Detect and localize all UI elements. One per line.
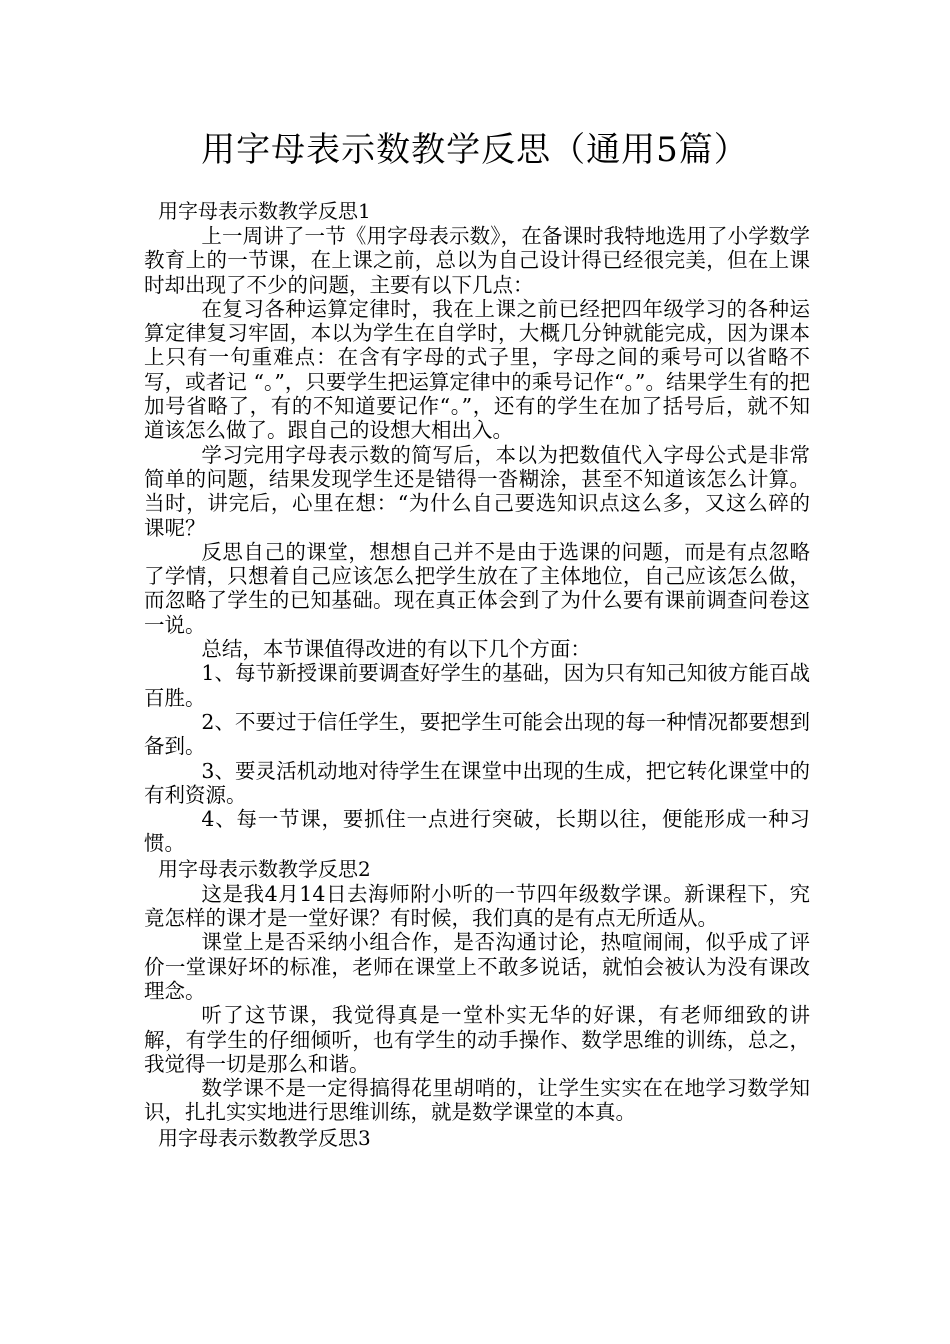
paragraph: 听了这节课，我觉得真是一堂朴实无华的好课，有老师细致的讲解，有学生的仔细倾听，也有学生的动手操作、数学思维的训练，总之，我觉得一切是那么和谐。: [144, 1003, 810, 1076]
list-item: 1、每节新授课前要调查好学生的基础，因为只有知己知彼方能百战百胜。: [144, 661, 810, 710]
paragraph: 课堂上是否采纳小组合作，是否沟通讨论，热喧闹闹，似乎成了评价一堂课好坏的标准，老师在课堂上不敢多说话，就怕会被认为没有课改理念。: [144, 930, 810, 1003]
section-heading: 用字母表示数教学反思1: [158, 199, 371, 223]
paragraph: 数学课不是一定得搞得花里胡哨的，让学生实实在在地学习数学知识，扎扎实实地进行思维训练，就是数学课堂的本真。: [144, 1076, 810, 1125]
paragraph: 总结，本节课值得改进的有以下几个方面：: [201, 637, 591, 662]
section-heading: 用字母表示数教学反思3: [158, 1125, 371, 1150]
list-item: 2、不要过于信任学生，要把学生可能会出现的每一种情况都要想到备到。: [144, 709, 810, 759]
document-title: 用字母表示数教学反思（通用5篇）: [201, 130, 749, 170]
paragraph: 上一周讲了一节《用字母表示数》，在备课时我特地选用了小学数学教育上的一节课，在上课之前，总以为自己设计得已经很完美，但在上课时却出现了不少的问题，主要有以下几点：: [144, 224, 810, 297]
paragraph: 学习完用字母表示数的简写后，本以为把数值代入字母公式是非常简单的问题，结果发现学生还是错得一沓糊涂，甚至不知道该怎么计算。当时，讲完后，心里在想：“为什么自己要选知识点这么多，又这么碎的课呢？: [144, 442, 810, 540]
list-item: 3、要灵活机动地对待学生在课堂中出现的生成，把它转化课堂中的有利资源。: [144, 758, 810, 807]
list-item: 4、每一节课，要抓住一点进行突破，长期以往，便能形成一种习惯。: [144, 807, 810, 856]
paragraph: 反思自己的课堂，想想自己并不是由于选课的问题，而是有点忽略了学情，只想着自己应该怎么把学生放在了主体地位，自己应该怎么做，而忽略了学生的已知基础。现在真正体会到了为什么要有课前调查问卷这一说。: [144, 539, 810, 637]
section-heading: 用字母表示数教学反思2: [158, 856, 371, 881]
paragraph: 这是我4月14日去海师附小听的一节四年级数学课。新课程下，究竟怎样的课才是一堂好课？有时候，我们真的是有点无所适从。: [144, 881, 810, 931]
document-body: [144, 198, 810, 1151]
paragraph: 在复习各种运算定律时，我在上课之前已经把四年级学习的各种运算定律复习牢固，本以为学生在自学时，大概几分钟就能完成，因为课本上只有一句重难点：在含有字母的式子里，字母之间的乘号可以省略不写，或者记 “。”，只要学生把运算定律中的乘号记作“。”。结果学生有的把加号省略了，有的不知道要记作“。”，还有的学生在加了括号后，就不知道该怎么做了。跟自己的设想大相出入。: [144, 296, 810, 443]
